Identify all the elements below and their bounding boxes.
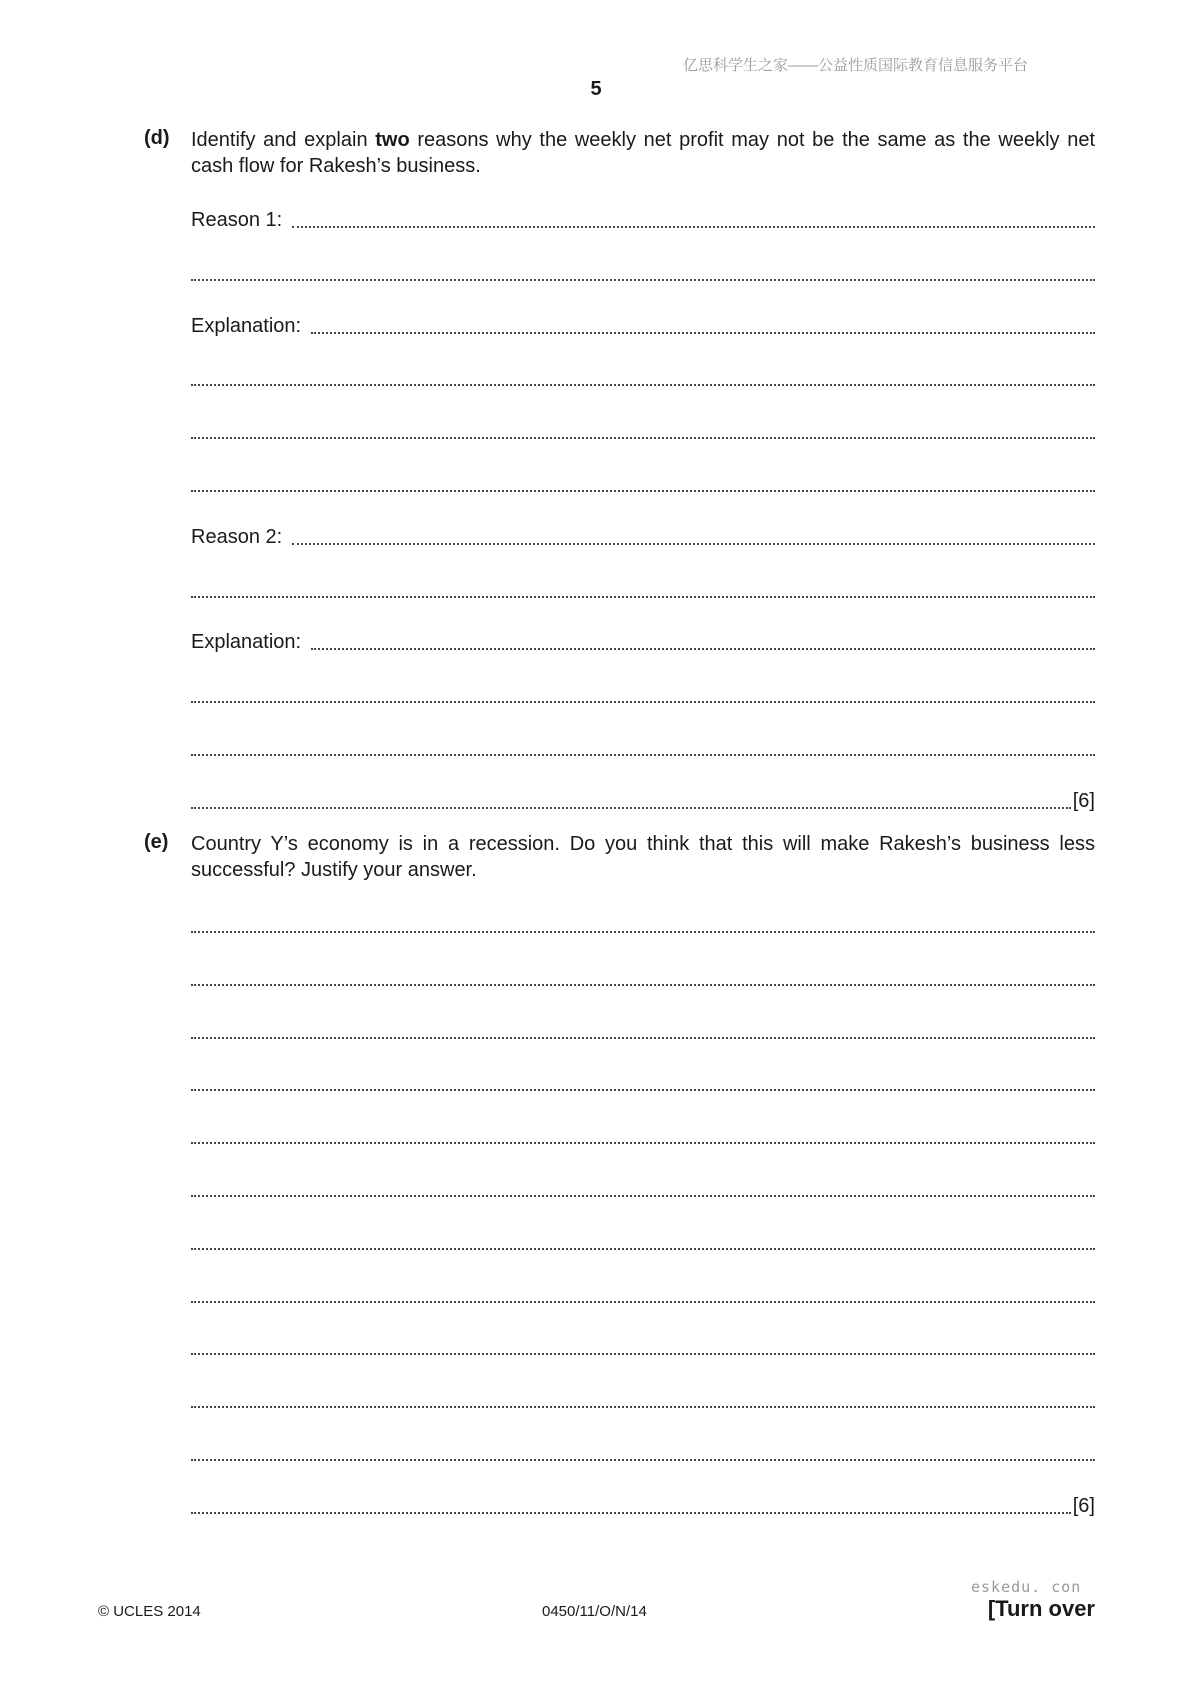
dotted-answer-line[interactable] <box>191 1088 1095 1091</box>
dotted-answer-line[interactable] <box>191 1300 1095 1303</box>
answer-line-label: Explanation: <box>191 314 302 337</box>
answer-line-label: Explanation: <box>191 631 302 654</box>
answer-line[interactable] <box>191 911 1095 937</box>
dotted-answer-line[interactable] <box>311 331 1095 334</box>
answer-line[interactable] <box>191 1122 1095 1148</box>
dotted-answer-line[interactable] <box>191 383 1095 386</box>
page-number: 5 <box>590 78 602 100</box>
answer-line[interactable] <box>191 1069 1095 1095</box>
dotted-answer-line[interactable] <box>191 436 1095 439</box>
dotted-answer-line[interactable] <box>191 806 1071 809</box>
question-d-text-bold: two <box>375 129 410 151</box>
dotted-answer-line[interactable] <box>191 1405 1095 1408</box>
question-d-text <box>191 127 1095 179</box>
header-watermark: 亿思科学生之家——公益性质国际教育信息服务平台 <box>683 57 1029 74</box>
dotted-answer-line[interactable] <box>191 1141 1095 1144</box>
answer-line[interactable] <box>191 470 1095 496</box>
answer-line[interactable] <box>191 1017 1095 1043</box>
answer-line[interactable] <box>191 681 1095 707</box>
marks-allocation: [6] <box>1072 789 1095 812</box>
question-e-label: (e) <box>144 831 169 853</box>
question-e-text: Country Y’s economy is in a recession. Do you think that this will make Rakesh’s business less successful? Justify your answer. <box>191 833 1095 881</box>
marks-allocation: [6] <box>1072 1494 1095 1517</box>
dotted-answer-line[interactable] <box>191 1511 1071 1514</box>
question-d-text-end: reasons why the weekly net profit may not be the same as the weekly net cash flow for Rakesh’s business. <box>191 129 1095 177</box>
dotted-answer-line[interactable] <box>191 278 1095 281</box>
answer-line[interactable] <box>191 523 1095 549</box>
dotted-answer-line[interactable] <box>292 225 1095 228</box>
dotted-answer-line[interactable] <box>191 1194 1095 1197</box>
answer-line[interactable] <box>191 206 1095 232</box>
question-d-label: (d) <box>144 127 170 149</box>
answer-line[interactable] <box>191 1175 1095 1201</box>
dotted-answer-line[interactable] <box>191 1036 1095 1039</box>
dotted-answer-line[interactable] <box>191 595 1095 598</box>
dotted-answer-line[interactable] <box>191 930 1095 933</box>
dotted-answer-line[interactable] <box>191 1458 1095 1461</box>
dotted-answer-line[interactable] <box>292 542 1095 545</box>
answer-line-label: Reason 1: <box>191 209 283 231</box>
answer-line[interactable] <box>191 364 1095 390</box>
dotted-answer-line[interactable] <box>311 647 1095 650</box>
footer-watermark: eskedu. con <box>971 1578 1082 1596</box>
turn-over-label: [Turn over <box>987 1596 1095 1621</box>
answer-line[interactable] <box>191 576 1095 602</box>
footer-paper-code: 0450/11/O/N/14 <box>542 1603 647 1620</box>
answer-line[interactable] <box>191 312 1095 338</box>
answer-line[interactable] <box>191 1439 1095 1465</box>
dotted-answer-line[interactable] <box>191 983 1095 986</box>
answer-line[interactable] <box>191 1333 1095 1359</box>
dotted-answer-line[interactable] <box>191 700 1095 703</box>
answer-line-label: Reason 2: <box>191 525 283 548</box>
answer-line[interactable] <box>191 1492 1095 1518</box>
answer-line[interactable] <box>191 787 1095 813</box>
dotted-answer-line[interactable] <box>191 753 1095 756</box>
answer-line[interactable] <box>191 964 1095 990</box>
answer-line[interactable] <box>191 1281 1095 1307</box>
question-d-text-start: Identify and explain <box>191 129 376 151</box>
footer-copyright: © UCLES 2014 <box>98 1603 201 1620</box>
answer-line[interactable] <box>191 1228 1095 1254</box>
answer-line[interactable] <box>191 628 1095 654</box>
dotted-answer-line[interactable] <box>191 1352 1095 1355</box>
answer-line[interactable] <box>191 259 1095 285</box>
answer-line[interactable] <box>191 417 1095 443</box>
answer-line[interactable] <box>191 1386 1095 1412</box>
answer-line[interactable] <box>191 734 1095 760</box>
dotted-answer-line[interactable] <box>191 1247 1095 1250</box>
dotted-answer-line[interactable] <box>191 489 1095 492</box>
